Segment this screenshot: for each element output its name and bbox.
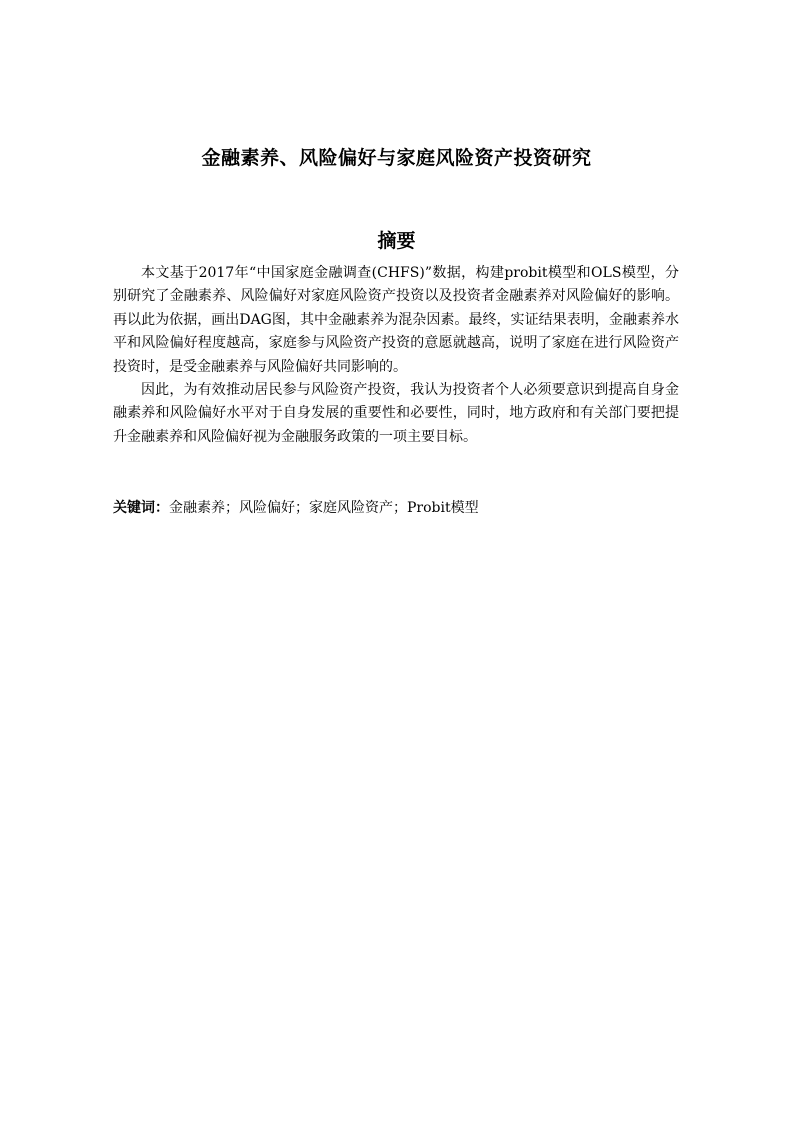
keywords-text: 金融素养；风险偏好；家庭风险资产；Probit模型	[169, 500, 479, 516]
keywords-label: 关键词：	[113, 500, 169, 516]
paper-title: 金融素养、风险偏好与家庭风险资产投资研究	[201, 147, 592, 169]
abstract-body	[113, 262, 679, 449]
keywords-line	[113, 497, 679, 520]
abstract-paragraph: 因此，为有效推动居民参与风险资产投资，我认为投资者个人必须要意识到提高自身金融素养和风险偏好水平对于自身发展的重要性和必要性，同时，地方政府和有关部门要把提升金融素养和风险偏好视为金融服务政策的一项主要目标。	[113, 382, 679, 445]
abstract-paragraph: 本文基于2017年“中国家庭金融调查(CHFS)”数据，构建probit模型和OLS模型，分别研究了金融素养、风险偏好对家庭风险资产投资以及投资者金融素养对风险偏好的影响。再以此为依据，画出DAG图，其中金融素养为混杂因素。最终，实证结果表明，金融素养水平和风险偏好程度越高，家庭参与风险资产投资的意愿就越高，说明了家庭在进行风险资产投资时，是受金融素养与风险偏好共同影响的。	[113, 265, 679, 375]
abstract-heading: 摘要	[377, 230, 416, 252]
